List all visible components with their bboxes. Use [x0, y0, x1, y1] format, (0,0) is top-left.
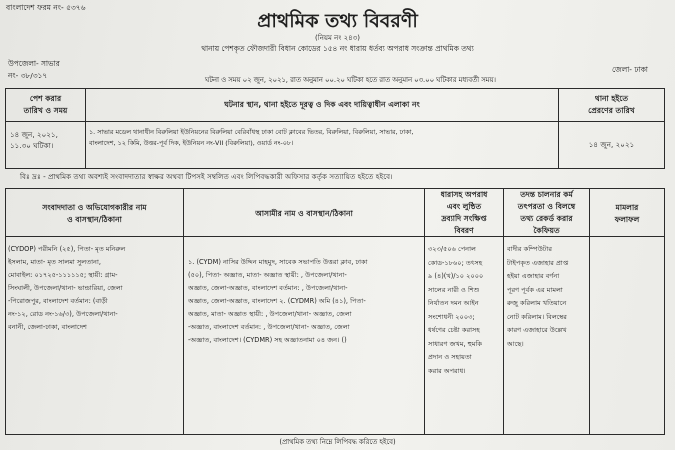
upazila-label: উপজেলা- সাভার — [8, 59, 60, 68]
t2-investigation-notes: বাদীর কম্পিউটার টাইপকৃত এজাহার প্রাপ্ত হইয়া এজাহার বর্ণনা পূরণ পূর্বক এর মামলা রুজু করিলাম খতিয়ানে নোট করিলাম। বিলম্বের কারণ এজাহারে উল্লেখ আছে। — [507, 245, 569, 348]
t2-offence-details: ৩২৩/৫০৬ পেনাল কোড-১৮৬০; তৎসহ ৯ (৪)(খ)/১০ ২০০০ সালের নারী ও শিশু নির্যাতন দমন আইন সংশোধনী ২০০৩; ধর্ষণের চেষ্টা করাসহ সাধারণ জখম, হুমকি প্রদান ও সহায়তা করার অপরাধ। — [428, 245, 484, 375]
t1-header-location: ঘটনার স্থান, থানা হইতে দূরত্ব ও দিক এবং দায়িত্বাধীন এলাকা নং — [224, 100, 420, 109]
t1-dispatch-date: ১৪ জুন, ২০২১ — [588, 140, 635, 149]
t2-header-investigation: তদন্ত চালনার কর্ম তৎপরতা ও বিলম্বে তথ্য রেকর্ড করার কৈফিয়ত — [517, 190, 576, 235]
district-label: জেলা- ঢাকা — [612, 65, 648, 74]
t1-header-submit-date: পেশ করার তারিখ ও সময় — [23, 94, 68, 115]
form-caption: থানায় পেশকৃত ফৌজদারী বিধান কোডের ১৫৪ নং ধারায় ধর্তব্য অপরাধ সংক্রান্ত প্রাথমিক তথ্য — [201, 44, 474, 53]
case-number: নং- ৩৮/৩১৭ — [8, 71, 48, 80]
t1-submit-datetime: ১৪ জুন, ২০২১, ১১.৩০ ঘটিকা। — [10, 130, 58, 150]
t2-informant-details: (CYDOP) পরীমনি (২৫), পিতা- মৃত মনিরুল ইসলাম, মাতা- মৃত সালমা সুলতানা, মোবাইল: ০১৭২৫-১১১১১৫; স্থায়ী: গ্রাম- সিংঘালী, উপজেলা/থানা- ভান্ডারিয়া, জেলা -পিরোজপুর, বাংলাদেশ বর্তমান: (বাড়ী নং-১২, রোড নং-১৬/৩), উপজেলা/থানা- বনানী, জেলা-ঢাকা, বাংলাদেশ — [8, 245, 126, 331]
t2-header-accused: আসামীর নাম ও বাসস্থান/ঠিকানা — [255, 209, 353, 218]
page-title: প্রাথমিক তথ্য বিবরণী — [257, 10, 418, 32]
form-number: বাংলাদেশ ফরম নং- ৫৩৭৬ — [6, 3, 86, 12]
t2-header-informant: সংবাদদাতা ও অভিযোগকারীর নাম ও বাসস্থান/ঠিকানা — [42, 203, 147, 224]
t1-header-dispatch-date: থানা হইতে প্রেরণের তারিখ — [588, 94, 635, 115]
footer-note: (প্রাথমিক তথ্য নিম্নে লিপিবদ্ধ করিতে হইবে) — [279, 438, 396, 446]
t1-incident-location: ১. সাভার মডেল থানাধীন বিরুলিয়া ইউনিয়নের বিরুলিয়া বেরিবাঁধস্থ ঢাকা বোট ক্লাবের ভিতর, বিরুলিয়া, বিরুলিয়া, সাভার, ঢাকা, বাংলাদেশ, ১২ কিমি, উত্তর-পূর্ব দিক, ইউনিয়ন নং-VII (বিরুলিয়া), ওয়ার্ড নং-০৮। — [89, 128, 414, 147]
t2-header-offence: ধারাসহ অপরাধ এবং লুন্ঠিত দ্রব্যাদি সংক্ষিপ্ত বিবরণ — [440, 190, 488, 235]
t2-accused-details: ১. (CYDM) নাসির উদ্দিন মাহমুদ, সাবেক সভাপতি উত্তরা ক্লাব, ঢাকা (৫০), পিতা- অজ্ঞাত, মাতা- অজ্ঞাত স্থায়ী: , উপজেলা/থানা- অজ্ঞাত, জেলা-অজ্ঞাত, বাংলাদেশ বর্তমান: , উপজেলা/থানা- অজ্ঞাত, জেলা-অজ্ঞাত, বাংলাদেশ ২. (CYDMR) অমি (৪১), পিতা- অজ্ঞাত, মাতা- অজ্ঞাত স্থায়ী: , উপজেলা/থানা- অজ্ঞাত, জেলা -অজ্ঞাত, বাংলাদেশ বর্তমান: , উপজেলা/থানা- অজ্ঞাত, জেলা -অজ্ঞাত, বাংলাদেশ। (CYDMR) সহ অজ্ঞাতনামা ০৪ জন। () — [188, 258, 368, 344]
page-subtitle: (নিয়ম নং ২৪৩) — [315, 34, 360, 42]
verification-note: বিঃ দ্রঃ - প্রাথমিক তথ্য অবশ্যই সংবাদদাতার স্বাক্ষর অথবা টিপসই সম্বলিত এবং লিপিবদ্ধকারী অফিসার কর্তৃক সত্যায়িত হইতে হইবে। — [20, 172, 393, 181]
t2-header-result: মামলার ফলাফল — [614, 203, 640, 224]
incident-time: ঘটনা ও সময় ০২ জুন, ২০২১, রাত অনুমান ০০.২০ ঘটিকা হতে রাত অনুমান ০৩.০০ ঘটিকার মধ্যবর্তী সময়। — [205, 76, 496, 84]
